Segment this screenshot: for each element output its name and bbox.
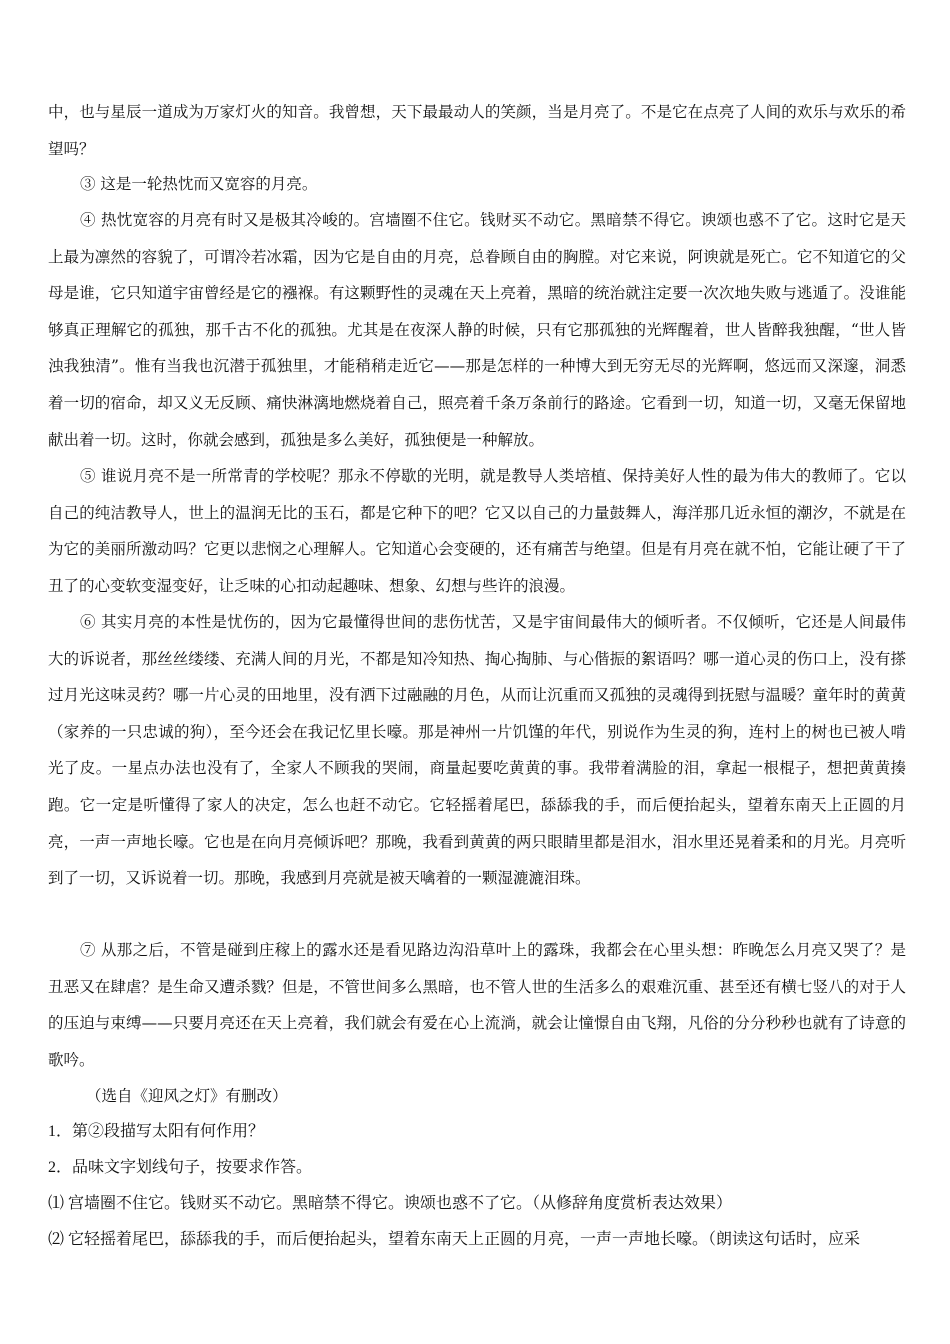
paragraph-continued: 中，也与星辰一道成为万家灯火的知音。我曾想，天下最最动人的笑颜，当是月亮了。不是它在点亮了人间的欢乐与欢乐的希望吗？ — [48, 103, 906, 158]
paragraph-4: ④ 热忱宽容的月亮有时又是极其冷峻的。宫墙圈不住它。钱财买不动它。黑暗禁不得它。谀颂也惑不了它。这时它是天上最为凛然的容貌了，可谓冷若冰霜，因为它是自由的月亮，总眷顾自由的胸膛。对它来说，阿谀就是死亡。它不知道它的父母是谁，它只知道宇宙曾经是它的襁褓。有这颗野性的灵魂在天上亮着，黑暗的统治就注定要一次次地失败与逃遁了。没谁能够真正理解它的孤独，那千古不化的孤独。尤其是在夜深人静的时候，只有它那孤独的光辉醒着，世人皆醉我独醒，“世人皆浊我独清”。惟有当我也沉潜于孤独里，才能稍稍走近它——那是怎样的一种博大到无穷无尽的光辉啊，悠远而又深邃，洞悉着一切的宿命，却又义无反顾、痛快淋漓地燃烧着自己，照亮着千条万条前行的路途。它看到一切，知道一切，又毫无保留地献出着一切。这时，你就会感到，孤独是多么美好，孤独便是一种解放。 — [48, 211, 906, 449]
paragraph-5: ⑤ 谁说月亮不是一所常青的学校呢？那永不停歇的光明，就是教导人类培植、保持美好人性的最为伟大的教师了。它以自己的纯洁教导人，世上的温润无比的玉石，都是它种下的吧？它又以自己的力量鼓舞人，海洋那几近永恒的潮汐，不就是在为它的美丽所激动吗？它更以悲悯之心理解人。它知道心会变硬的，还有痛苦与绝望。但是有月亮在就不怕，它能让硬了干了丑了的心变软变湿变好，让乏味的心扣动起趣味、想象、幻想与些许的浪漫。 — [48, 467, 906, 595]
paragraph-7: ⑦ 从那之后，不管是碰到庄稼上的露水还是看见路边沟沿草叶上的露珠，我都会在心里头想：昨晚怎么月亮又哭了？是丑恶又在肆虐？是生命又遭杀戮？但是，不管世间多么黑暗，也不管人世的生活多么的艰难沉重、甚至还有横七竖八的对于人的压迫与束缚——只要月亮还在天上亮着，我们就会有爱在心上流淌，就会让憧憬自由飞翔，凡俗的分分秒秒也就有了诗意的歌吟。 — [48, 941, 906, 1069]
question-2-part-1: ⑴ 宫墙圈不住它。钱财买不动它。黑暗禁不得它。谀颂也惑不了它。（从修辞角度赏析表达效果） — [48, 1195, 733, 1212]
paragraph-6: ⑥ 其实月亮的本性是忧伤的，因为它最懂得世间的悲伤忧苦，又是宇宙间最伟大的倾听者。不仅倾听，它还是人间最伟大的诉说者，那丝丝缕缕、充满人间的月光，不都是知冷知热、掏心掏肺、与心偕振的絮语吗？哪一道心灵的伤口上，没有搽过月光这味灵药？哪一片心灵的田地里，没有洒下过融融的月色，从而让沉重而又孤独的灵魂得到抚慰与温暖？童年时的黄黄（家养的一只忠诚的狗），至今还会在我记忆里长嚎。那是神州一片饥馑的年代，别说作为生灵的狗，连村上的树也已被人啃光了皮。一星点办法也没有了，全家人不顾我的哭闹，商量起要吃黄黄的事。我带着满脸的泪，拿起一根棍子，想把黄黄揍跑。它一定是听懂得了家人的决定，怎么也赶不动它。它轻摇着尾巴，舔舔我的手，而后便抬起头，望着东南天上正圆的月亮，一声一声地长嚎。它也是在向月亮倾诉吧？那晚，我看到黄黄的两只眼睛里都是泪水，泪水里还晃着柔和的月光。月亮听到了一切，又诉说着一切。那晚，我感到月亮就是被天噙着的一颗湿漉漉泪珠。 — [48, 613, 906, 888]
paragraph-3: ③ 这是一轮热忱而又宽容的月亮。 — [80, 175, 318, 193]
question-2: 2．品味文字划线句子，按要求作答。 — [48, 1159, 313, 1176]
question-1: 1．第②段描写太阳有何作用？ — [48, 1123, 265, 1140]
question-2-part-2: ⑵ 它轻摇着尾巴，舔舔我的手，而后便抬起头，望着东南天上正圆的月亮，一声一声地长嚎。（朗读这句话时，应采 — [48, 1231, 861, 1248]
source-note: （选自《迎风之灯》有删改） — [86, 1087, 288, 1105]
